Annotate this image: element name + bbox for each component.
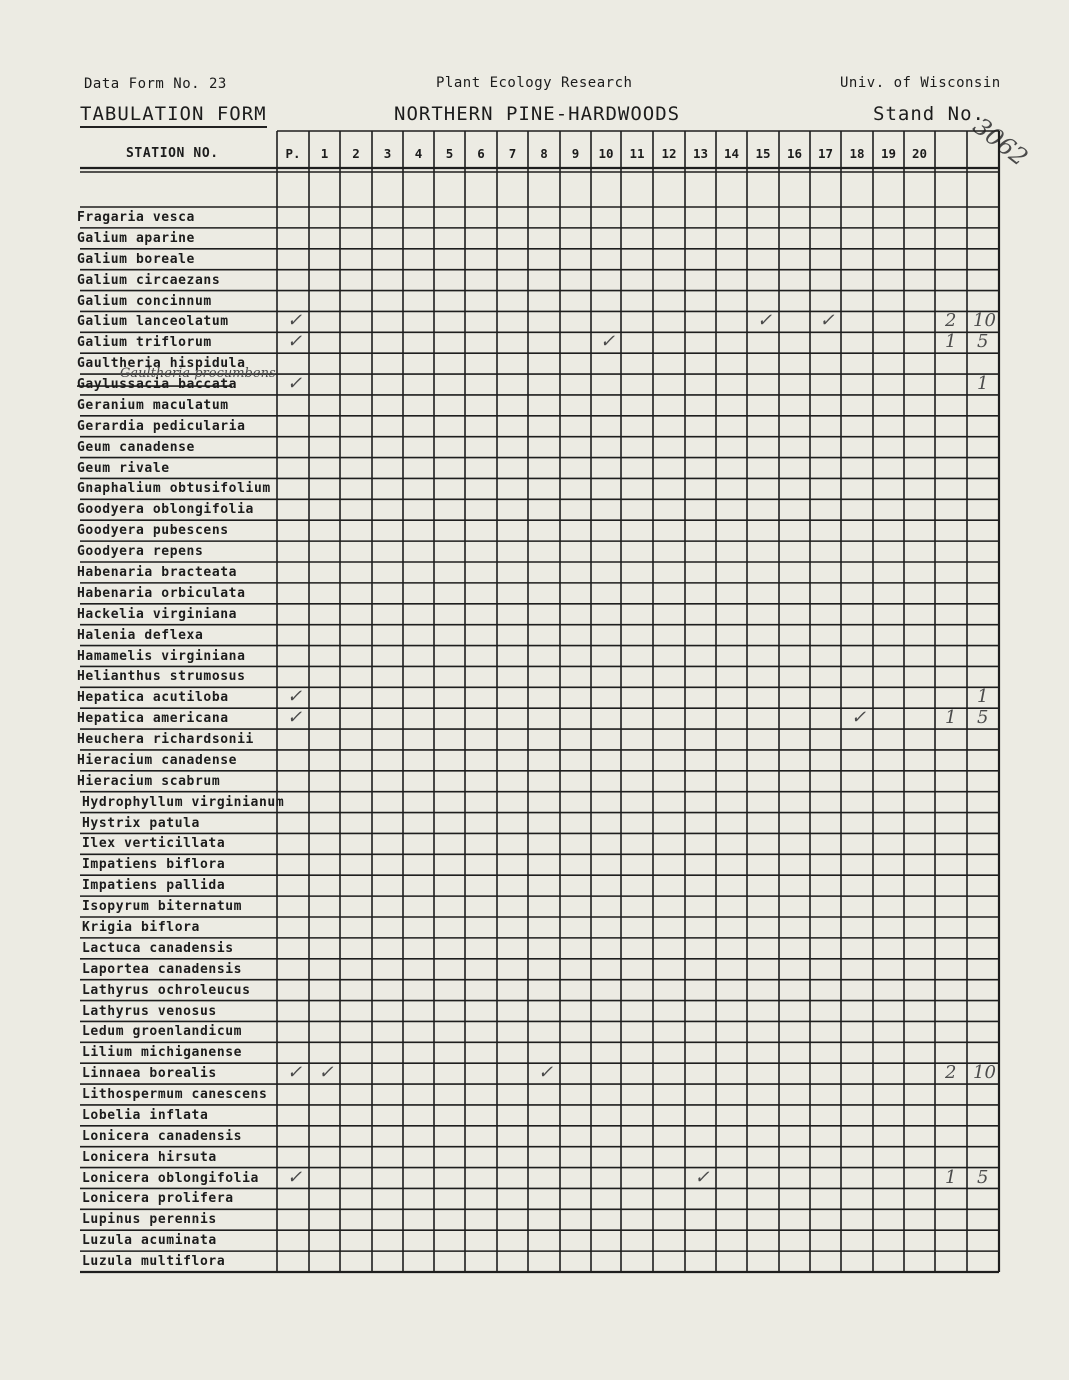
species-label: Hamamelis virginiana: [77, 648, 246, 664]
species-label: Geum rivale: [77, 460, 170, 476]
column-label: 3: [383, 146, 392, 161]
handwritten-mark: ✓: [538, 1062, 554, 1084]
species-label: Gnaphalium obtusifolium: [77, 481, 271, 497]
species-label: Lonicera hirsuta: [82, 1149, 217, 1165]
station-number-label: STATION NO.: [126, 146, 219, 161]
column-label: 12: [661, 146, 677, 161]
handwritten-mark: 10: [973, 1062, 996, 1084]
handwritten-mark: ✓: [851, 707, 867, 729]
column-label: 19: [880, 146, 897, 161]
handwritten-mark: 1: [945, 331, 957, 353]
species-label: Hydrophyllum virginianum: [82, 794, 285, 810]
column-label: 5: [445, 146, 454, 161]
university: Univ. of Wisconsin: [840, 75, 1001, 91]
column-label: 16: [786, 146, 803, 161]
species-label: Hystrix patula: [82, 815, 200, 831]
species-label: Hieracium canadense: [77, 752, 238, 768]
handwritten-mark: ✓: [600, 331, 616, 353]
handwritten-mark: ✓: [287, 1062, 303, 1084]
species-label: Lonicera prolifera: [82, 1191, 234, 1207]
species-label: Isopyrum biternatum: [82, 899, 243, 915]
species-label: Galium concinnum: [77, 293, 212, 309]
species-label: Ledum groenlandicum: [82, 1024, 243, 1040]
species-label: Lathyrus ochroleucus: [82, 982, 251, 998]
handwritten-mark: ✓: [287, 310, 303, 332]
species-label: Lobelia inflata: [82, 1107, 209, 1123]
handwritten-mark: ✓: [287, 707, 303, 729]
species-label: Habenaria bracteata: [77, 565, 238, 580]
species-label: Impatiens biflora: [82, 857, 226, 873]
species-label: Hieracium scabrum: [77, 773, 221, 789]
column-label: 10: [598, 146, 614, 161]
column-label: 17: [817, 146, 834, 161]
species-label: Luzula acuminata: [82, 1233, 217, 1249]
form-title: TABULATION FORM: [80, 103, 267, 128]
species-label: Galium aparine: [77, 230, 195, 246]
species-label: Geum canadense: [77, 439, 195, 455]
species-label: Lathyrus venosus: [82, 1003, 217, 1019]
handwritten-mark: 10: [973, 310, 996, 332]
species-label: Lilium michiganense: [82, 1045, 243, 1061]
species-label: Luzula multiflora: [82, 1254, 226, 1270]
handwritten-mark: ✓: [318, 1062, 334, 1084]
species-label: Ilex verticillata: [82, 836, 226, 852]
handwritten-mark: 1: [945, 1166, 957, 1188]
handwritten-mark: ✓: [819, 310, 835, 332]
species-label: Impatiens pallida: [82, 878, 226, 894]
column-label: 6: [477, 146, 485, 161]
column-label: 4: [414, 146, 423, 161]
species-label: Laportea canadensis: [82, 961, 243, 977]
column-label: 1: [320, 146, 329, 161]
handwritten-mark: ✓: [287, 331, 303, 353]
handwritten-mark: 5: [977, 331, 989, 353]
species-label: Geranium maculatum: [77, 397, 229, 413]
species-label: Halenia deflexa: [77, 627, 204, 643]
species-label: Lithospermum canescens: [82, 1087, 268, 1103]
species-label: Linnaea borealis: [82, 1066, 217, 1082]
species-label: Lupinus perennis: [82, 1212, 217, 1228]
species-label: Galium lanceolatum: [77, 314, 229, 330]
species-label: Fragaria vesca: [77, 210, 195, 225]
species-label: Heuchera richardsonii: [77, 732, 254, 748]
column-label: 2: [352, 146, 360, 161]
species-label: Hepatica americana: [77, 711, 229, 727]
column-label: P.: [285, 146, 301, 161]
handwritten-mark: ✓: [287, 686, 303, 708]
organization: Plant Ecology Research: [436, 75, 633, 91]
handwritten-mark: ✓: [757, 310, 773, 332]
species-label: Goodyera pubescens: [77, 523, 229, 539]
species-label: Lonicera oblongifolia: [82, 1170, 259, 1186]
column-label: 8: [540, 146, 548, 161]
species-label: Goodyera oblongifolia: [77, 502, 254, 518]
handwritten-mark: 1: [977, 373, 989, 395]
column-label: 7: [508, 146, 517, 161]
column-label: 14: [723, 146, 740, 161]
species-label: Habenaria orbiculata: [77, 585, 246, 601]
species-label: Lactuca canadensis: [82, 940, 234, 956]
handwritten-mark: 1: [945, 707, 957, 729]
community-title: NORTHERN PINE-HARDWOODS: [394, 103, 681, 125]
species-label: Galium boreale: [77, 251, 195, 267]
species-label: Krigia biflora: [82, 920, 200, 935]
species-label: Goodyera repens: [77, 544, 204, 560]
handwritten-mark: 1: [977, 686, 989, 708]
column-label: 11: [629, 146, 645, 161]
species-label: Hackelia virginiana: [77, 606, 238, 622]
handwritten-mark: ✓: [287, 373, 303, 395]
species-label: Helianthus strumosus: [77, 669, 246, 685]
handwritten-species-insert: Gaultheria procumbens: [120, 366, 276, 382]
column-label: 18: [849, 146, 865, 161]
stand-label: Stand No.: [873, 103, 985, 125]
handwritten-mark: ✓: [694, 1166, 710, 1188]
column-label: 20: [911, 146, 928, 161]
species-label: Galium triflorum: [77, 335, 212, 351]
column-label: 9: [571, 146, 580, 161]
species-label: Gaylussacia baccata: [77, 377, 238, 393]
species-label: Lonicera canadensis: [82, 1128, 243, 1144]
species-label: Gaultheria hispidula: [77, 356, 246, 372]
stand-number-handwritten: 3062: [967, 112, 1034, 172]
species-label: Hepatica acutiloba: [77, 690, 229, 706]
handwritten-mark: 5: [977, 1166, 989, 1188]
species-label: Galium circaezans: [77, 272, 221, 288]
handwritten-mark: 2: [945, 310, 957, 332]
handwritten-mark: 2: [945, 1062, 957, 1084]
column-label: 13: [692, 146, 709, 161]
column-label: 15: [755, 146, 771, 161]
species-label: Gerardia pedicularia: [77, 418, 246, 434]
handwritten-mark: 5: [977, 707, 989, 729]
form-number: Data Form No. 23: [84, 76, 227, 92]
handwritten-mark: ✓: [287, 1166, 303, 1188]
